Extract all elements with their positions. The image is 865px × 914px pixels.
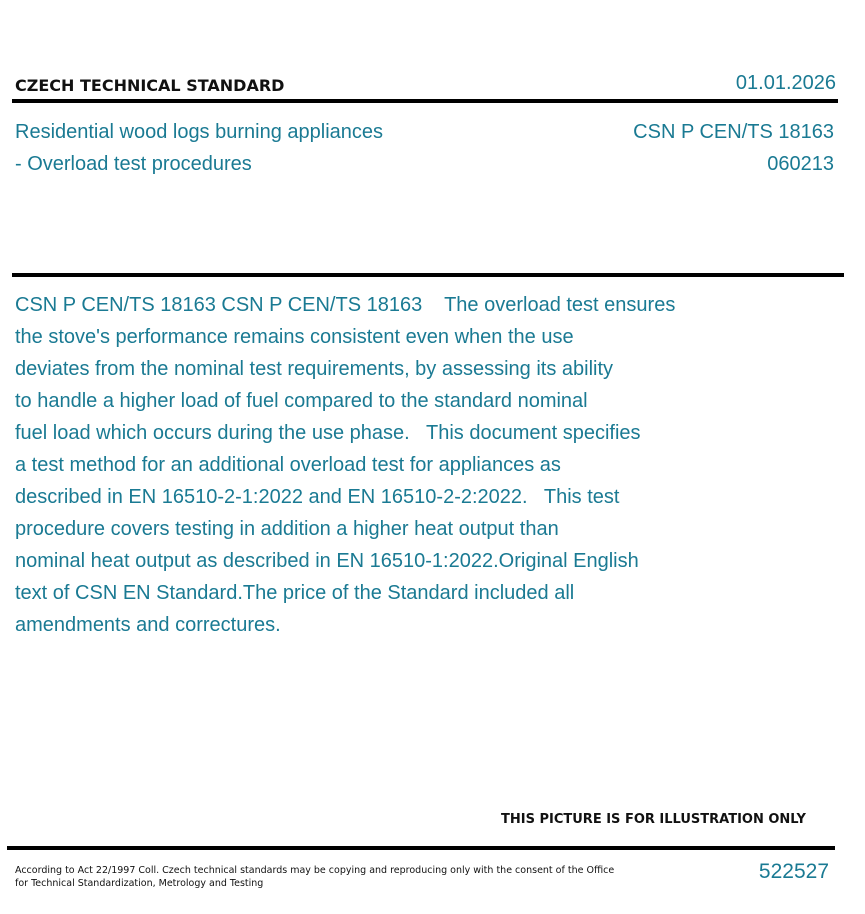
standard-description [15,289,735,641]
standard-title [15,116,535,180]
illustration-notice: THIS PICTURE IS FOR ILLUSTRATION ONLY [501,812,806,827]
description-line: text of CSN EN Standard.The price of the Standard included all [15,582,575,604]
description-line: amendments and correctures. [15,614,281,636]
legal-line: According to Act 22/1997 Coll. Czech technical standards may be copying and reproducing only with the consent of the Office [15,865,615,876]
description-line: CSN P CEN/TS 18163 CSN P CEN/TS 18163 The overload test ensures [15,294,676,316]
effective-date: 01.01.2026 [735,72,836,94]
title-line: - Overload test procedures [15,153,252,175]
description-line: procedure covers testing in addition a higher heat output than [15,518,559,540]
title-line: Residential wood logs burning appliances [15,121,384,143]
footer-divider [7,846,835,850]
legal-notice [15,864,615,890]
description-line: described in EN 16510-2-1:2022 and EN 16510-2-2:2022. This test [15,486,620,508]
header-divider [12,99,838,103]
section-divider [12,273,844,277]
description-line: nominal heat output as described in EN 16510-1:2022.Original English [15,550,639,572]
classification-code: 060213 [767,153,834,175]
description-line: a test method for an additional overload test for appliances as [15,454,561,476]
description-line: deviates from the nominal test requirements, by assessing its ability [15,358,614,380]
description-line: the stove's performance remains consistent even when the use [15,326,574,348]
standard-identifiers [633,116,834,180]
standard-designation: CSN P CEN/TS 18163 [633,121,834,143]
description-line: to handle a higher load of fuel compared to the standard nominal [15,390,588,412]
standard-type-heading: CZECH TECHNICAL STANDARD [15,76,285,95]
catalog-number: 522527 [758,860,829,883]
description-line: fuel load which occurs during the use phase. This document specifies [15,422,641,444]
legal-line: for Technical Standardization, Metrology and Testing [15,878,264,889]
